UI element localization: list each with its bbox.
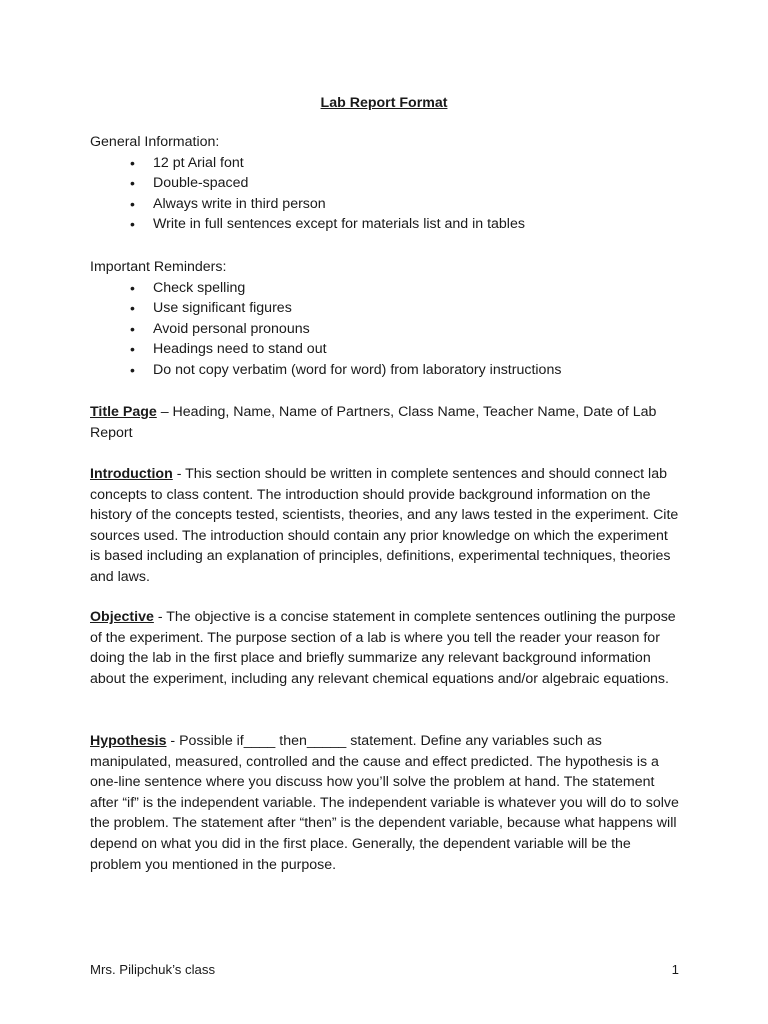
title-page-paragraph — [90, 402, 680, 443]
list-item: • Avoid personal pronouns — [153, 319, 680, 340]
document-title: Lab Report Format — [320, 95, 448, 111]
important-reminders-section — [90, 257, 680, 381]
hypothesis-section — [90, 731, 680, 875]
hypothesis-text: - Possible if____ then_____ statement. Define any variables such as manipulated, measured, controlled and the cause and effect predicted. The hypothesis is a one-line sentence where you discuss how you’ll solve the problem at hand. The statement after “if” is the independent variable. The independent variable is whatever you will do to solve the problem. The statement after “then” is the dependent variable, because what happens will depend on what you did in the first place. Generally, the dependent variable will be the problem you mentioned in the purpose. — [90, 733, 679, 873]
general-information-section — [90, 132, 680, 235]
introduction-section — [90, 464, 680, 588]
objective-section — [90, 607, 680, 689]
list-item: • Check spelling — [153, 278, 680, 299]
title-page-section — [90, 402, 680, 443]
list-item: • Headings need to stand out — [153, 339, 680, 360]
objective-text: - The objective is a concise statement in complete sentences outlining the purpose of the experiment. The purpose section of a lab is where you tell the reader your reason for doing the lab in the first place and briefly summarize any relevant background information about the experiment, including any relevant chemical equations and/or algebraic equations. — [90, 609, 676, 687]
list-item: • 12 pt Arial font — [153, 153, 680, 174]
general-information-heading: General Information: — [90, 134, 220, 150]
footer-class-name: Mrs. Pilipchuk’s class — [90, 962, 216, 977]
introduction-text: - This section should be written in complete sentences and should connect lab concepts to class content. The introduction should provide background information on the history of the concepts tested, scientists, theories, and any laws tested in the experiment. Cite sources used. The introduction should contain any prior knowledge on which the experiment is based including an explanation of principles, definitions, experimental techniques, theories and laws. — [90, 466, 679, 585]
list-item: • Write in full sentences except for materials list and in tables — [153, 214, 680, 235]
list-item: • Use significant figures — [153, 298, 680, 319]
introduction-term: Introduction — [90, 466, 173, 482]
objective-paragraph — [90, 607, 680, 689]
title-page-term: Title Page — [90, 404, 157, 420]
title-page-text: – Heading, Name, Name of Partners, Class Name, Teacher Name, Date of Lab Report — [90, 404, 657, 441]
general-information-list — [90, 153, 680, 235]
important-reminders-list — [90, 278, 680, 381]
objective-term: Objective — [90, 609, 154, 625]
introduction-paragraph — [90, 464, 680, 588]
list-item: • Double-spaced — [153, 173, 680, 194]
page-number: 1 — [671, 962, 679, 977]
list-item: • Do not copy verbatim (word for word) from laboratory instructions — [153, 360, 680, 381]
hypothesis-term: Hypothesis — [90, 733, 167, 749]
hypothesis-paragraph — [90, 731, 680, 875]
list-item: • Always write in third person — [153, 194, 680, 215]
important-reminders-heading: Important Reminders: — [90, 259, 227, 275]
